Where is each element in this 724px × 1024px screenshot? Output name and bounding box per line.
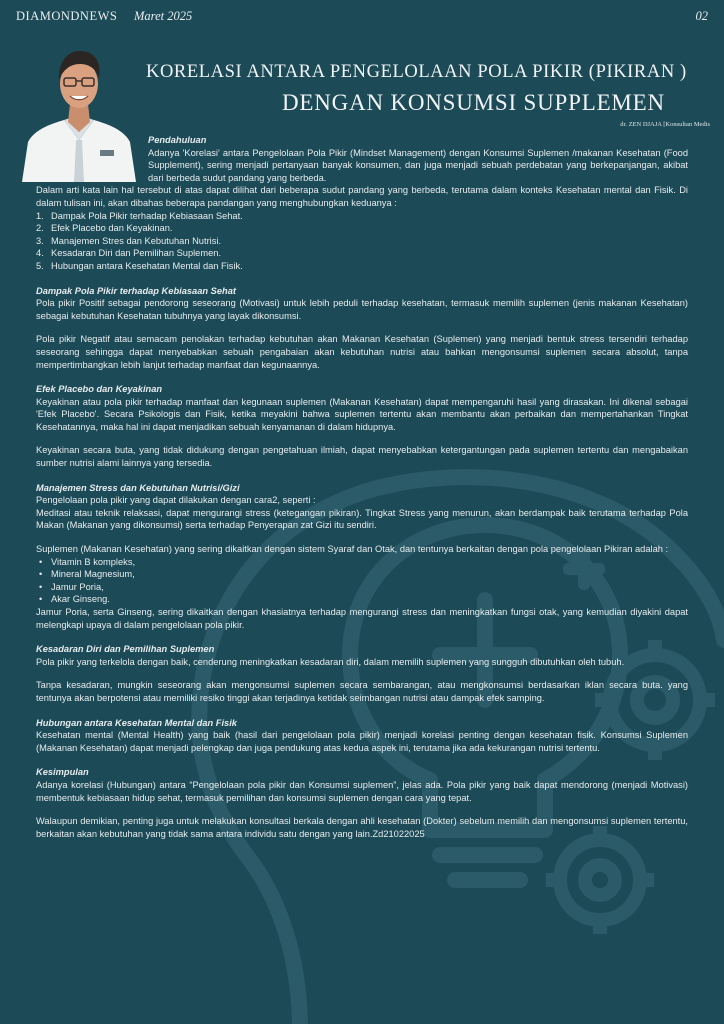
list-item: 3. Manajemen Stres dan Kebutuhan Nutrisi.: [36, 235, 222, 246]
intro-paragraph-2: Dalam arti kata lain hal tersebut di atas dapat dilihat dari beberapa sudut pandang yang berbeda, terutama dalam konteks Kesehatan mental dan Fisik. Di dalam tulisan ini, akan dibahas beberapa pandangan yang menghubungkan keduanya :: [36, 185, 688, 208]
section-paragraph: Walaupun demikian, penting juga untuk melakukan konsultasi berkala dengan ahli kesehatan (Dokter) sebelum memilih dan mengonsumsi suplemen tertentu, berkaitan akan kebutuhan yang tidak sama antara individu satu dengan yang lain.Zd21022025: [36, 816, 688, 839]
section-title: Efek Placebo dan Keyakinan: [36, 384, 163, 395]
section-paragraph: Keyakinan secara buta, yang tidak didukung dengan pengetahuan ilmiah, dapat menyebabkan ketergantungan pada suplemen tertentu dan mengabaikan sumber nutrisi alami lainnya yang tersedia.: [36, 445, 688, 469]
author-byline: dr. ZEN DJAJA [Konsultan Medis: [620, 121, 710, 128]
list-item: 5. Hubungan antara Kesehatan Mental dan Fisik.: [36, 260, 243, 271]
list-item: • Vitamin B kompleks,: [39, 556, 136, 567]
intro-heading: Pendahuluan: [148, 135, 207, 145]
section-paragraph: Jamur Poria, serta Ginseng, sering dikaitkan dengan khasiatnya terhadap mengurangi stress dan meningkatkan fungsi otak, yang kemudian diyakini dapat melengkapi upaya di dalam pengelolaan pola pikir.: [36, 607, 688, 630]
supplement-list: [36, 556, 688, 606]
section-title: Manajemen Stress dan Kebutuhan Nutrisi/Gizi: [36, 482, 240, 493]
section-paragraph: Pola pikir Negatif atau semacam penolakan terhadap kebutuhan akan Makanan Kesehatan (Suplemen) yang menjadi bentuk stress tersendiri terhadap seseorang sehingga dapat menyebabkan sebuah pengabaian akan kebutuhan nutrisi atau bahkan mengonsumsi suplemen secara absolut, tanpa mempertimbangkan lebih lanjut terhadap manfaat dan kegunaannya.: [36, 334, 688, 370]
article-title-line1: KORELASI ANTARA PENGELOLAAN POLA PIKIR (PIKIRAN ): [146, 62, 687, 82]
section-title: Dampak Pola Pikir terhadap Kebiasaan Sehat: [36, 285, 236, 296]
section-paragraph: Pola pikir yang terkelola dengan baik, cenderung meningkatkan kesadaran diri, dalam memilih suplemen yang sungguh dibutuhkan oleh tubuh.: [36, 656, 625, 667]
article-title-line2: DENGAN KONSUMSI SUPPLEMEN: [282, 90, 665, 115]
issue-date: Maret 2025: [134, 9, 193, 23]
section-paragraph: Meditasi atau teknik relaksasi, dapat mengurangi stress (ketegangan pikiran). Tingkat Stress yang menurun, akan berdampak baik terutama terhadap Pola Makan (Makanan yang dikonsumsi) serta terhadap Penyerapan zat Gizi itu sendiri.: [36, 507, 688, 531]
section-paragraph: Keyakinan atau pola pikir terhadap manfaat dan kegunaan suplemen (Makanan Kesehatan) dapat mempengaruhi hasil yang dirasakan. Ini dikenal sebagai 'Efek Placebo'. Secara Psikologis dan Fisik, ketika meyakini bahwa suplemen tertentu akan membantu akan perbaikan dan mempertahankan Tingkat Kesehatannya, maka hal ini dapat menjadikan sebuah kenyamanan di dalam hidupnya.: [36, 396, 688, 432]
list-item: 4. Kesadaran Diri dan Pemilihan Suplemen.: [36, 248, 222, 259]
list-item: • Jamur Poria,: [39, 581, 104, 592]
list-item: 2. Efek Placebo dan Keyakinan.: [36, 223, 173, 234]
section-paragraph: Kesehatan mental (Mental Health) yang baik (hasil dari pengelolaan pola pikir) menjadi korelasi penting dengan kesehatan fisik. Konsumsi Suplemen (Makanan Kesehatan) dapat menjadi pelengkap dan juga pendukung atas kedua aspek ini, terutama jika ada kekurangan nutrisi tertentu.: [36, 730, 688, 753]
list-item: 1. Dampak Pola Pikir terhadap Kebiasaan Sehat.: [36, 210, 243, 221]
section-paragraph: Pola pikir Positif sebagai pendorong seseorang (Motivasi) untuk lebih peduli terhadap kesehatan, termasuk memilih suplemen (jenis makanan Kesehatan) sebagai kebutuhan Kesehatan tubuhnya yang layak dikonsumsi.: [36, 298, 688, 321]
section-paragraph: Pengelolaan pola pikir yang dapat dilakukan dengan cara2, seperti :: [36, 495, 316, 506]
list-item: • Akar Ginseng.: [39, 594, 110, 605]
section-title: Hubungan antara Kesehatan Mental dan Fisik: [36, 717, 237, 728]
page-number: 02: [695, 9, 708, 23]
section-title: Kesadaran Diri dan Pemilihan Suplemen: [36, 644, 215, 655]
section-paragraph: Adanya korelasi (Hubungan) antara “Pengelolaan pola pikir dan Konsumsi suplemen”, jelas ada. Pola pikir yang baik dapat mendorong (menjadi Motivasi) membentuk kebiasaan hidup sehat, termasuk pemilihan dan konsumsi suplemen dengan cara yang tepat.: [36, 779, 688, 803]
brand-name: DIAMONDNEWS: [16, 9, 118, 23]
article-body: [36, 134, 688, 840]
section-title: Kesimpulan: [36, 767, 89, 778]
section-paragraph: Suplemen (Makanan Kesehatan) yang sering dikaitkan dengan sistem Syaraf dan Otak, dan tentunya berkaitan dengan pola pengelolaan Pikiran adalah :: [36, 544, 669, 555]
section-paragraph: Tanpa kesadaran, mungkin seseorang akan mengonsumsi suplemen secara sembarangan, atau mengkonsumsi berdasarkan iklan secara buta. yang tentunya akan berpotensi atau memiliki resiko tinggi akan terjadinya ketidak seimbangan nutrisi atau dampak efek samping.: [36, 680, 688, 703]
page-header: [16, 9, 708, 27]
intro-paragraph: Adanya 'Korelasi' antara Pengelolaan Pola Pikir (Mindset Management) dengan Konsumsi Suplemen /makanan Kesehatan (Food Supplement), sering menjadi pertanyaan banyak konsumen, dan juga menjadi sebuah perdebatan yang berkepanjangan, akibat dari berbeda sudut pandang yang berbeda.: [148, 147, 688, 183]
topics-list: [36, 210, 688, 273]
list-item: • Mineral Magnesium,: [39, 569, 135, 580]
